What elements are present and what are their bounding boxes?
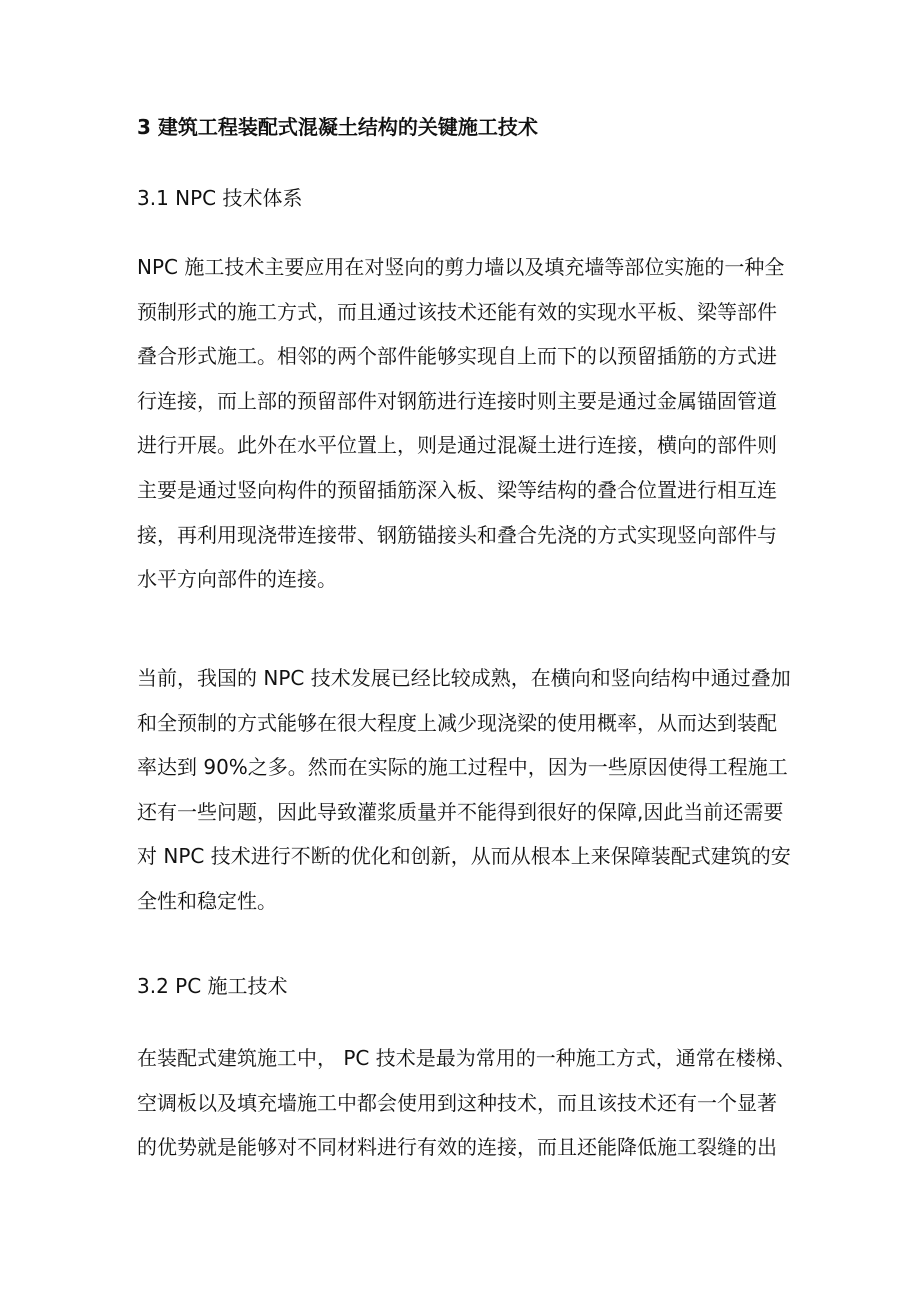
text-line: 在装配式建筑施工中， PC 技术是最为常用的一种施工方式，通常在楼梯、 xyxy=(137,1046,796,1070)
text-line: 接，再利用现浇带连接带、钢筋锚接头和叠合先浇的方式实现竖向部件与 xyxy=(137,522,777,547)
text-line: 预制形式的施工方式，而且通过该技术还能有效的实现水平板、梁等部件 xyxy=(137,299,777,324)
paragraph-npc-system xyxy=(137,245,797,602)
text-line: 还有一些问题，因此导致灌浆质量并不能得到很好的保障,因此当前还需要 xyxy=(137,799,784,824)
text-line: 和全预制的方式能够在很大程度上减少现浇梁的使用概率，从而达到装配 xyxy=(137,710,777,735)
document-title: 3 建筑工程装配式混凝土结构的关键施工技术 xyxy=(137,115,538,139)
section-heading-3-2: 3.2 PC 施工技术 xyxy=(137,974,288,998)
section-heading-3-1: 3.1 NPC 技术体系 xyxy=(137,186,303,210)
text-line: 进行开展。此外在水平位置上，则是通过混凝土进行连接，横向的部件则 xyxy=(137,433,777,458)
text-line: 水平方向部件的连接。 xyxy=(137,567,337,592)
text-line: 叠合形式施工。相邻的两个部件能够实现自上而下的以预留插筋的方式进 xyxy=(137,344,777,369)
text-line: 主要是通过竖向构件的预留插筋深入板、梁等结构的叠合位置进行相互连 xyxy=(137,477,777,502)
text-line: 当前，我国的 NPC 技术发展已经比较成熟，在横向和竖向结构中通过叠加 xyxy=(137,666,791,690)
paragraph-npc-status xyxy=(137,656,797,924)
text-line: 全性和稳定性。 xyxy=(137,888,277,913)
text-line: 的优势就是能够对不同材料进行有效的连接，而且还能降低施工裂缝的出 xyxy=(137,1135,777,1160)
text-line: NPC 施工技术主要应用在对竖向的剪力墙以及填充墙等部位实施的一种全 xyxy=(137,255,785,279)
text-line: 对 NPC 技术进行不断的优化和创新，从而从根本上来保障装配式建筑的安 xyxy=(137,844,791,869)
paragraph-pc-technique xyxy=(137,1036,797,1170)
text-line: 率达到 90%之多。然而在实际的施工过程中，因为一些原因使得工程施工 xyxy=(137,755,788,780)
text-line: 空调板以及填充墙施工中都会使用到这种技术，而且该技术还有一个显著 xyxy=(137,1090,777,1115)
text-line: 行连接，而上部的预留部件对钢筋进行连接时则主要是通过金属锚固管道 xyxy=(137,388,777,413)
